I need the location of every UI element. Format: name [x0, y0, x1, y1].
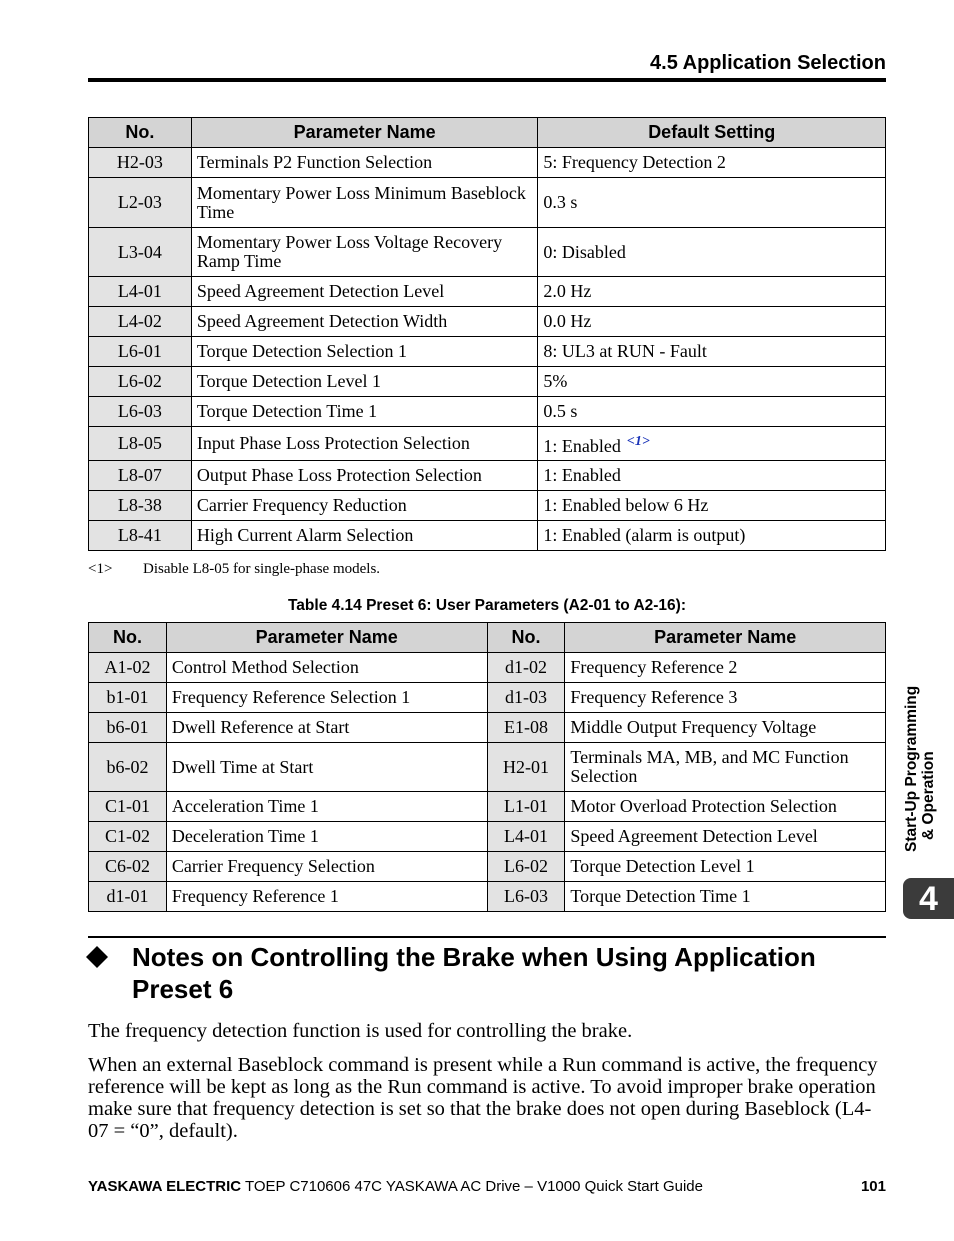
param-default: 5%: [538, 367, 886, 397]
param-no: A1-02: [89, 653, 167, 683]
table-row: [89, 491, 886, 521]
footer-text: [88, 1178, 703, 1195]
param-name: Momentary Power Loss Minimum Baseblock Time: [191, 178, 538, 228]
param-no: L8-07: [89, 461, 192, 491]
param-no: L4-02: [89, 307, 192, 337]
param-name: Frequency Reference 1: [166, 882, 487, 912]
table-row: [89, 822, 886, 852]
param-no: L6-03: [89, 397, 192, 427]
column-header: Parameter Name: [565, 623, 886, 653]
param-no: L3-04: [89, 228, 192, 277]
param-default: 2.0 Hz: [538, 277, 886, 307]
table-row: [89, 228, 886, 277]
page-number: 101: [860, 1178, 886, 1195]
table-row: [89, 307, 886, 337]
table-row: [89, 521, 886, 551]
param-name: Output Phase Loss Protection Selection: [191, 461, 538, 491]
table-row: [89, 852, 886, 882]
param-name: Torque Detection Level 1: [565, 852, 886, 882]
column-header: Default Setting: [538, 118, 886, 148]
footnote-mark: <1>: [88, 561, 113, 577]
param-no: L8-38: [89, 491, 192, 521]
user-parameter-table: [88, 622, 886, 912]
param-name: Speed Agreement Detection Width: [191, 307, 538, 337]
param-default: 1: Enabled below 6 Hz: [538, 491, 886, 521]
table-row: [89, 397, 886, 427]
param-no: L1-01: [487, 792, 565, 822]
param-no: b1-01: [89, 683, 167, 713]
footnote-link[interactable]: <1>: [626, 433, 650, 449]
table-row: [89, 683, 886, 713]
table-header-row: [89, 118, 886, 148]
footer-brand: YASKAWA ELECTRIC: [88, 1178, 242, 1195]
param-name: Acceleration Time 1: [166, 792, 487, 822]
column-header: No.: [89, 118, 192, 148]
param-name: Momentary Power Loss Voltage Recovery Ramp Time: [191, 228, 538, 277]
param-no: L4-01: [89, 277, 192, 307]
param-default: 0.5 s: [538, 397, 886, 427]
param-name: Motor Overload Protection Selection: [565, 792, 886, 822]
param-no: C1-02: [89, 822, 167, 852]
param-default-cell: [538, 427, 886, 461]
param-default: 8: UL3 at RUN - Fault: [538, 337, 886, 367]
column-header: No.: [487, 623, 565, 653]
param-name: Carrier Frequency Selection: [166, 852, 487, 882]
table-header-row: [89, 623, 886, 653]
table-row: [89, 148, 886, 178]
param-default: 1: Enabled: [543, 435, 621, 456]
param-name: Control Method Selection: [166, 653, 487, 683]
param-no: L6-02: [89, 367, 192, 397]
chapter-tab[interactable]: 4: [903, 878, 954, 919]
header-rule: [88, 78, 886, 82]
param-default: 0.3 s: [538, 178, 886, 228]
table-row: [89, 337, 886, 367]
table-caption: Table 4.14 Preset 6: User Parameters (A2-01 to A2-16):: [287, 597, 686, 614]
param-default: 0.0 Hz: [538, 307, 886, 337]
param-name: Frequency Reference Selection 1: [166, 683, 487, 713]
param-no: L2-03: [89, 178, 192, 228]
param-no: d1-02: [487, 653, 565, 683]
side-tab-label: [903, 652, 949, 852]
table-row: [89, 653, 886, 683]
parameter-table: [88, 117, 886, 551]
param-name: Torque Detection Time 1: [565, 882, 886, 912]
param-name: Frequency Reference 3: [565, 683, 886, 713]
table-row: [89, 461, 886, 491]
side-tab-line: Start-Up Programming: [903, 685, 920, 852]
side-tab-line: & Operation: [920, 751, 937, 840]
param-no: H2-03: [89, 148, 192, 178]
param-name: High Current Alarm Selection: [191, 521, 538, 551]
param-no: C6-02: [89, 852, 167, 882]
table-row: [89, 713, 886, 743]
param-name: Input Phase Loss Protection Selection: [191, 427, 538, 461]
column-header: Parameter Name: [191, 118, 538, 148]
param-no: b6-01: [89, 713, 167, 743]
param-no: E1-08: [487, 713, 565, 743]
section-rule: [88, 936, 886, 938]
table-row: [89, 882, 886, 912]
param-default: 0: Disabled: [538, 228, 886, 277]
body-paragraph: When an external Baseblock command is present while a Run command is active, the frequency reference will be kept as long as the Run command is active. To avoid improper brake operation make sure that frequency detection is set so that the brake does not open during Baseblock (L4-07 = “0”, default).: [88, 1054, 878, 1142]
diamond-icon: [86, 946, 108, 968]
param-name: Torque Detection Time 1: [191, 397, 538, 427]
table-row: [89, 277, 886, 307]
param-default: 5: Frequency Detection 2: [538, 148, 886, 178]
param-name: Torque Detection Level 1: [191, 367, 538, 397]
param-name: Speed Agreement Detection Level: [191, 277, 538, 307]
table-row: [89, 427, 886, 461]
param-no: H2-01: [487, 743, 565, 792]
param-name: Deceleration Time 1: [166, 822, 487, 852]
param-name: Carrier Frequency Reduction: [191, 491, 538, 521]
param-name: Torque Detection Selection 1: [191, 337, 538, 367]
param-no: C1-01: [89, 792, 167, 822]
column-header: No.: [89, 623, 167, 653]
param-default: 1: Enabled: [538, 461, 886, 491]
footer-doc: TOEP C710606 47C YASKAWA AC Drive – V1000 Quick Start Guide: [241, 1178, 703, 1195]
table-row: [89, 178, 886, 228]
param-no: b6-02: [89, 743, 167, 792]
param-name: Terminals P2 Function Selection: [191, 148, 538, 178]
param-no: d1-03: [487, 683, 565, 713]
body-paragraph: The frequency detection function is used for controlling the brake.: [88, 1020, 633, 1042]
table-row: [89, 743, 886, 792]
param-no: L8-41: [89, 521, 192, 551]
param-no: L6-03: [487, 882, 565, 912]
param-name: Speed Agreement Detection Level: [565, 822, 886, 852]
footnote: [88, 561, 380, 578]
param-name: Terminals MA, MB, and MC Function Selection: [565, 743, 886, 792]
param-name: Middle Output Frequency Voltage: [565, 713, 886, 743]
section-title: Notes on Controlling the Brake when Using Application Preset 6: [132, 942, 816, 1004]
param-name: Dwell Time at Start: [166, 743, 487, 792]
table-row: [89, 792, 886, 822]
param-no: L8-05: [89, 427, 192, 461]
param-no: d1-01: [89, 882, 167, 912]
param-default: 1: Enabled (alarm is output): [538, 521, 886, 551]
footnote-text: Disable L8-05 for single-phase models.: [143, 561, 381, 577]
param-no: L4-01: [487, 822, 565, 852]
table-row: [89, 367, 886, 397]
param-name: Dwell Reference at Start: [166, 713, 487, 743]
param-no: L6-01: [89, 337, 192, 367]
page-header-title: 4.5 Application Selection: [650, 52, 886, 74]
param-no: L6-02: [487, 852, 565, 882]
column-header: Parameter Name: [166, 623, 487, 653]
param-name: Frequency Reference 2: [565, 653, 886, 683]
